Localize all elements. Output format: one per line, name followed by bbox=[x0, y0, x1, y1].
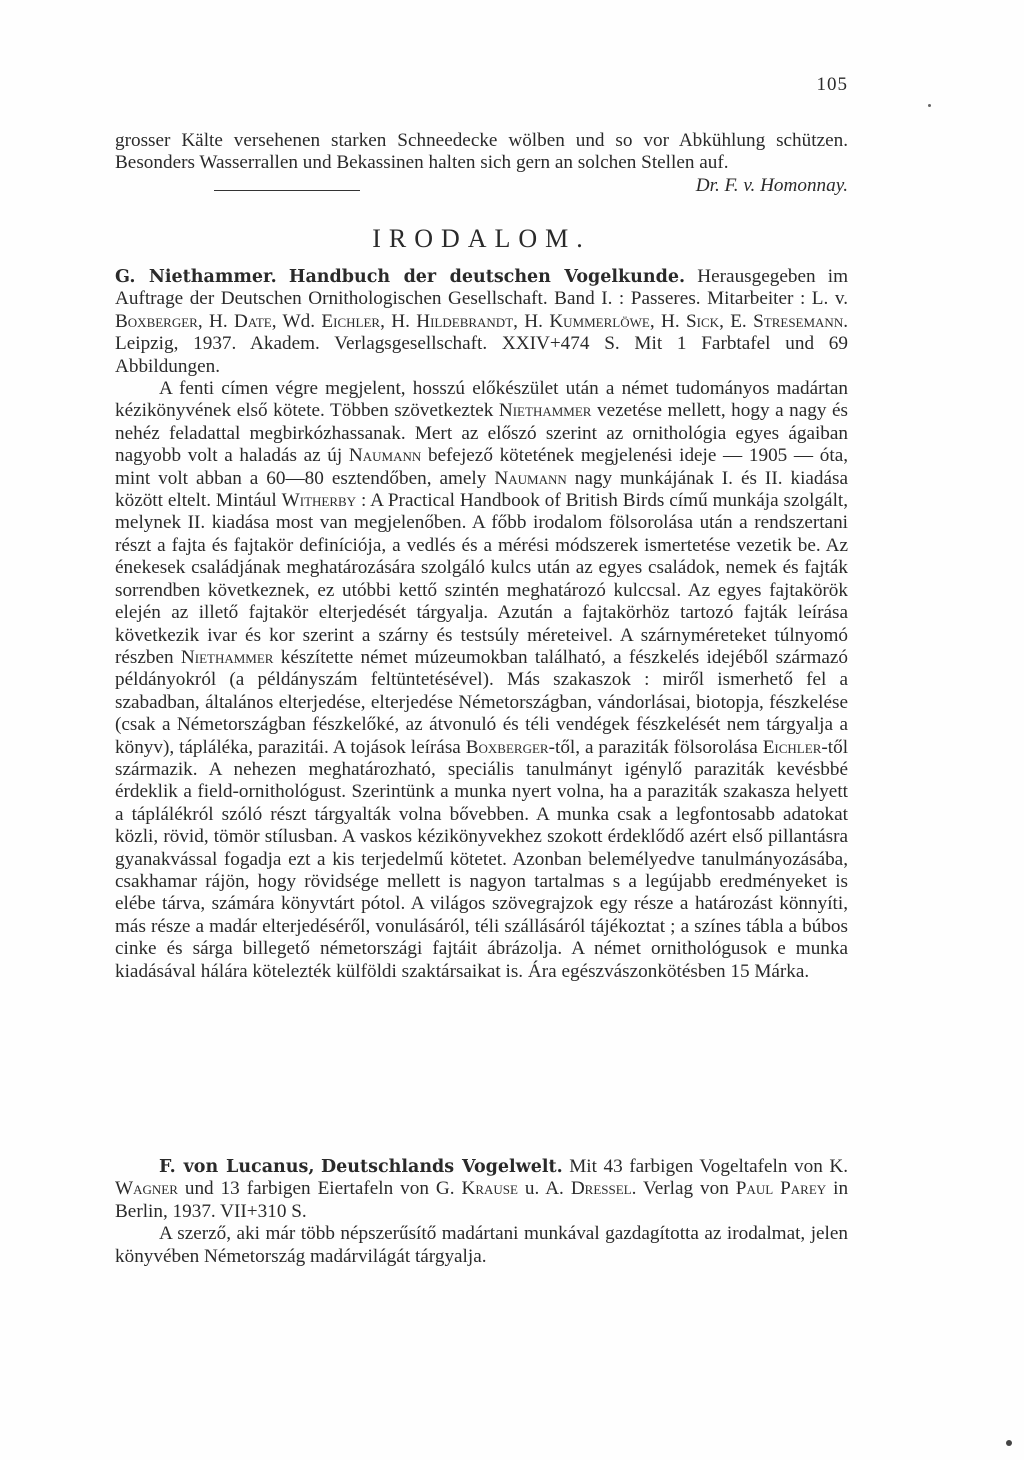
person-name: Naumann bbox=[348, 445, 422, 467]
review2-citation: F. von Lucanus, Deutschlands Vogelwelt. Mit 43 farbigen Vogeltafeln von K. Wagner und 13 farbigen Eiertafeln von G. Krause u. A. Dressel. Verlag von Paul Parey in Berlin, 1937. VII+310 S. bbox=[115, 1156, 849, 1222]
contributor-name: Sick bbox=[686, 310, 720, 332]
review-niethammer bbox=[115, 266, 848, 983]
review1-book-title: Handbuch der deutschen Vogelkunde. bbox=[288, 267, 686, 287]
person-name: Krause bbox=[461, 1178, 518, 1200]
review1-citation: G. Niethammer. Handbuch der deutschen Vogelkunde. Herausgegeben im Auftrage der Deutschen Ornithologischen Gesellschaft. Band I. : Passeres. Mitarbeiter : L. v. Boxberger, H. Date, Wd. Eichler, H. Hildebrandt, H. Kummerlöwe, H. Sick, E. Stresemann. Leipzig, 1937. Akadem. Verlagsgesellschaft. XXIV+474 S. Mit 1 Farbtafel und 69 Abbildungen. bbox=[115, 266, 849, 377]
contributor-name: Date bbox=[234, 310, 272, 332]
person-name: Wagner bbox=[115, 1178, 178, 1200]
contributor-name: Stresemann bbox=[753, 310, 844, 332]
person-name: Boxberger bbox=[465, 736, 549, 758]
contributor-name: Boxberger bbox=[115, 310, 198, 332]
intro-text: grosser Kälte versehenen starken Schneedecke wölben und so vor Abkühlung schützen. Besonders Wasserrallen und Bekassinen halten sich gern an solchen Stellen auf. bbox=[115, 130, 848, 174]
person-name: Dressel bbox=[570, 1178, 632, 1200]
separator-rule bbox=[214, 190, 360, 191]
person-name: Paul Parey bbox=[735, 1178, 827, 1200]
person-name: Naumann bbox=[494, 467, 567, 489]
page-number: 105 bbox=[816, 74, 848, 95]
review2-body: A szerző, aki már több népszerűsítő madártani munkával gazdagította az irodalmat, jelen könyvében Németország madárvilágát tárgyalja. bbox=[115, 1223, 848, 1267]
review2-author: F. von Lucanus, bbox=[159, 1157, 315, 1177]
person-name: Eichler bbox=[762, 736, 822, 758]
review2-book-title: Deutschlands Vogelwelt. bbox=[321, 1157, 563, 1177]
person-name: Niethammer bbox=[498, 400, 592, 422]
contributor-name: Hildebrandt bbox=[416, 310, 514, 332]
intro-paragraph bbox=[115, 130, 848, 197]
paper-speck bbox=[928, 104, 931, 107]
paper-speck bbox=[1006, 1440, 1012, 1446]
signature-line bbox=[115, 175, 848, 197]
section-title: IRODALOM. bbox=[372, 224, 591, 253]
review1-author: G. Niethammer. bbox=[115, 267, 277, 287]
author-signature: Dr. F. v. Homonnay. bbox=[695, 174, 848, 196]
review1-body: A fenti címen végre megjelent, hosszú előkészület után a német tudományos madártan kézikönyvének első kötete. Többen szövetkeztek Niethammer vezetése mellett, hogy a nagy és nehéz feladattal megbirkózhassanak. Mert az előszó szerint az ornithológia egyes ágaiban nagyobb volt a haladás az új Naumann befejező kötetének megjelenési ideje — 1905 — óta, mint volt abban a 60—80 esztendőben, amely Naumann nagy munkájának I. és II. kiadása között eltelt. Mintául Witherby : A Practical Handbook of British Birds című munkája szolgált, melynek II. kiadása most van megjelenőben. A főbb irodalom fölsorolása után a rendszertani részt a fajta és fajtakör definíciója, a vedlés és a mérési módszerek ismertetése vezetik be. Az énekesek családjának meghatározására szolgáló kulcs után az egyes családok, nemek és fajták sorrendben következnek, ez utóbbi kettő szintén meghatározó kulccsal. Az egyes fajtakörök elején az illető fajtakör elterjedését tárgyalja. Azután a fajtakörhöz tartozó fajták leírása következik ivar és kor szerint a szárny és testsúly méreteivel. A szárnyméreteket túlnyomó részben Niethammer készítette német múzeumokban található, a fészkelés idejéből származó példányokról (a példányszám feltüntetésével). Más szakaszok : miről ismerhető fel a szabadban, általános elterjedése, elterjedése Németországban, vándorlásai, biotopja, fészkelése (csak a Németországban fészkelőké, az átvonuló és téli vendégek fészkelését nem tárgyalja a könyv), tápláléka, parazitái. A tojások leírása Boxberger-től, a paraziták fölsorolása Eichler-től származik. A nehezen meghatározható, speciális tanulmányt igénylő paraziták kevésbbé érdeklik a field-ornithológust. Szerintünk a munka nyert volna, ha a paraziták szakasza helyett a táplálékról szóló részt tárgyalták volna bővebben. A munka csak a legfontosabb adatokat közli, rövid, tömör stílusban. A vaskos kézikönyvekhez szokott érdeklődő azért első pillantásra gyanakvással fogadja ezt a kis terjedelmű kötetet. Azonban belemélyedve tanulmányozásába, csakhamar rájön, hogy rövidsége mellett is nagyon tartalmas s a legújabb eredményeket is elébe tárva, számára könyvtárt pótol. A világos szövegrajzok egy része a határozást könnyíti, más része a madár elterjedéséről, vonulásáról, téli szállásáról tájékoztat ; a színes tábla a búbos cinke és sárga billegető németországi fajtáit ábrázolja. A német ornithológusok e munka kiadásával hálára kötelezték külföldi szaktársaikat is. Ára egészvászonkötésben 15 Márka. bbox=[115, 378, 849, 982]
person-name: Niethammer bbox=[180, 646, 274, 668]
contributor-name: Kummerlöwe bbox=[549, 310, 650, 332]
contributor-name: Eichler bbox=[321, 310, 381, 332]
person-name: Witherby bbox=[281, 490, 357, 512]
review-lucanus bbox=[115, 1156, 848, 1268]
